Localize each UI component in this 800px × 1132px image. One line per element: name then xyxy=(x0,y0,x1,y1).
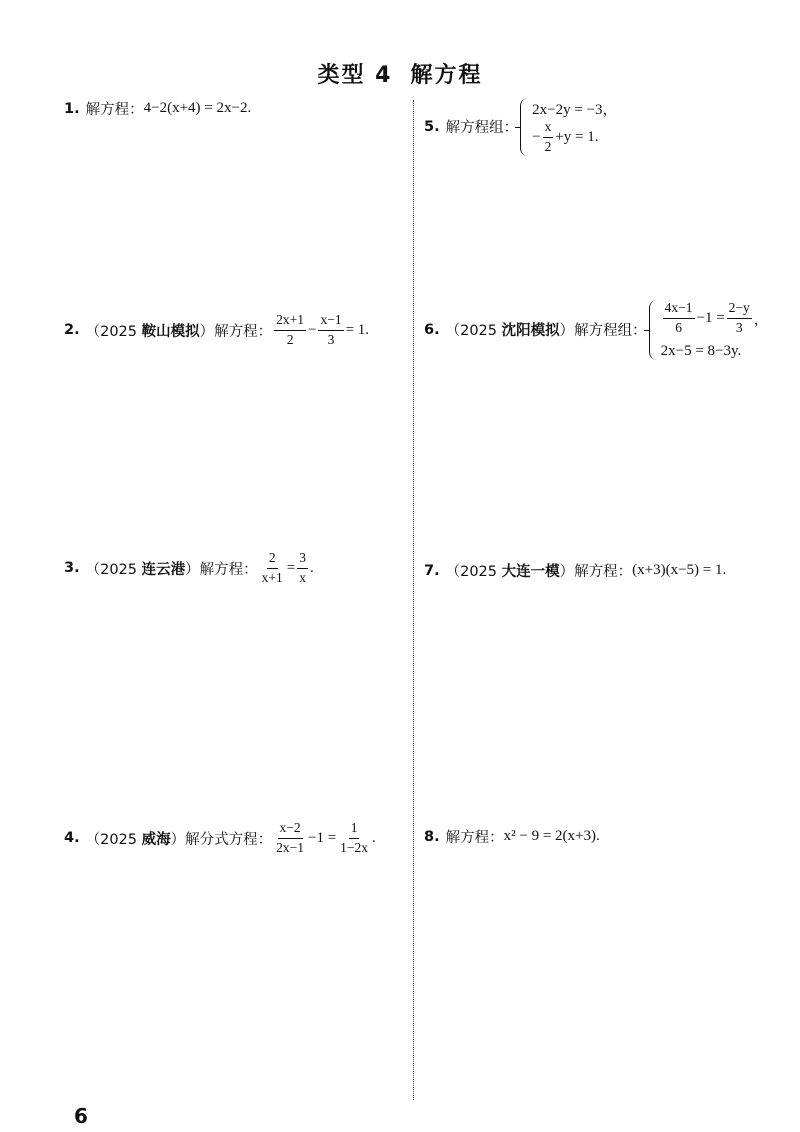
problem-source: （2025 大连一模） xyxy=(445,564,575,580)
problem-6 xyxy=(424,300,769,360)
system-line-2: 2x−5 = 8−3y. xyxy=(660,342,742,359)
equation: 4−2(x+4) = 2x−2. xyxy=(143,100,252,116)
equation: $\frac{2}{x+1}$ = $\frac{3}{x}$ . xyxy=(261,550,314,585)
equation: x² − 9 = 2(x+3). xyxy=(503,828,600,844)
problem-number: 2. xyxy=(64,322,80,339)
system-line-2: − $\frac{x}{2}$ +y = 1. xyxy=(532,119,599,154)
title-topic: 解方程 xyxy=(410,63,483,88)
fraction: $\frac{x}{2}$ xyxy=(544,119,552,154)
problem-number: 7. xyxy=(424,562,440,579)
problem-number: 5. xyxy=(424,118,440,135)
page-number: 6 xyxy=(74,1104,88,1128)
problem-number: 6. xyxy=(424,321,440,338)
left-brace xyxy=(649,300,658,360)
problem-number: 3. xyxy=(64,560,80,577)
problem-5 xyxy=(424,98,618,156)
problem-source: （2025 沈阳模拟） xyxy=(445,323,575,340)
equation: $\frac{2x+1}{2}$ − $\frac{x-1}{3}$ = 1. xyxy=(276,312,370,347)
problem-prompt: 解分式方程： xyxy=(185,831,273,848)
problem-4 xyxy=(64,820,376,857)
problem-prompt: 解方程组： xyxy=(574,323,647,340)
problem-7 xyxy=(424,560,726,581)
equation: (x+3)(x−5) = 1. xyxy=(632,562,727,578)
fraction: $\frac{1}{1-2x}$ xyxy=(340,820,369,855)
problem-prompt: 解方程： xyxy=(199,561,258,578)
equation-system xyxy=(649,300,769,360)
problem-prompt: 解方程： xyxy=(445,830,504,846)
fraction: $\frac{2-y}{3}$ xyxy=(728,300,750,335)
system-line-1: 2x−2y = −3， xyxy=(532,102,618,118)
title-type: 类型 4 xyxy=(317,63,393,88)
problem-prompt: 解方程： xyxy=(214,323,273,340)
problem-prompt: 解方程： xyxy=(574,564,633,580)
problem-2 xyxy=(64,312,369,349)
fraction: $\frac{x-2}{2x-1}$ xyxy=(276,820,304,855)
fraction: $\frac{4x-1}{6}$ xyxy=(664,300,693,335)
problem-source: （2025 威海） xyxy=(85,831,186,848)
problem-number: 8. xyxy=(424,828,440,845)
equation-system xyxy=(520,98,617,156)
system-line-1: $\frac{4x-1}{6}$ −1 = $\frac{2-y}{3}$ ， xyxy=(664,300,769,335)
problem-prompt: 解方程组： xyxy=(445,120,519,137)
problem-1 xyxy=(64,98,251,119)
left-brace xyxy=(520,98,529,156)
fraction: $\frac{x-1}{3}$ xyxy=(320,312,342,347)
problem-source: （2025 连云港） xyxy=(85,561,200,578)
equation: $\frac{x-2}{2x-1}$ −1 = $\frac{1}{1-2x}$ . xyxy=(276,820,376,855)
fraction: $\frac{2x+1}{2}$ xyxy=(276,312,304,347)
fraction: $\frac{3}{x}$ xyxy=(299,550,306,585)
problem-number: 1. xyxy=(64,100,80,117)
page-title xyxy=(0,58,800,89)
problem-number: 4. xyxy=(64,830,80,847)
problem-prompt: 解方程： xyxy=(85,102,144,118)
problem-8 xyxy=(424,826,600,847)
column-divider xyxy=(413,100,414,1100)
fraction: $\frac{2}{x+1}$ xyxy=(261,550,283,585)
problem-source: （2025 鞍山模拟） xyxy=(85,323,215,340)
problem-3 xyxy=(64,550,314,587)
